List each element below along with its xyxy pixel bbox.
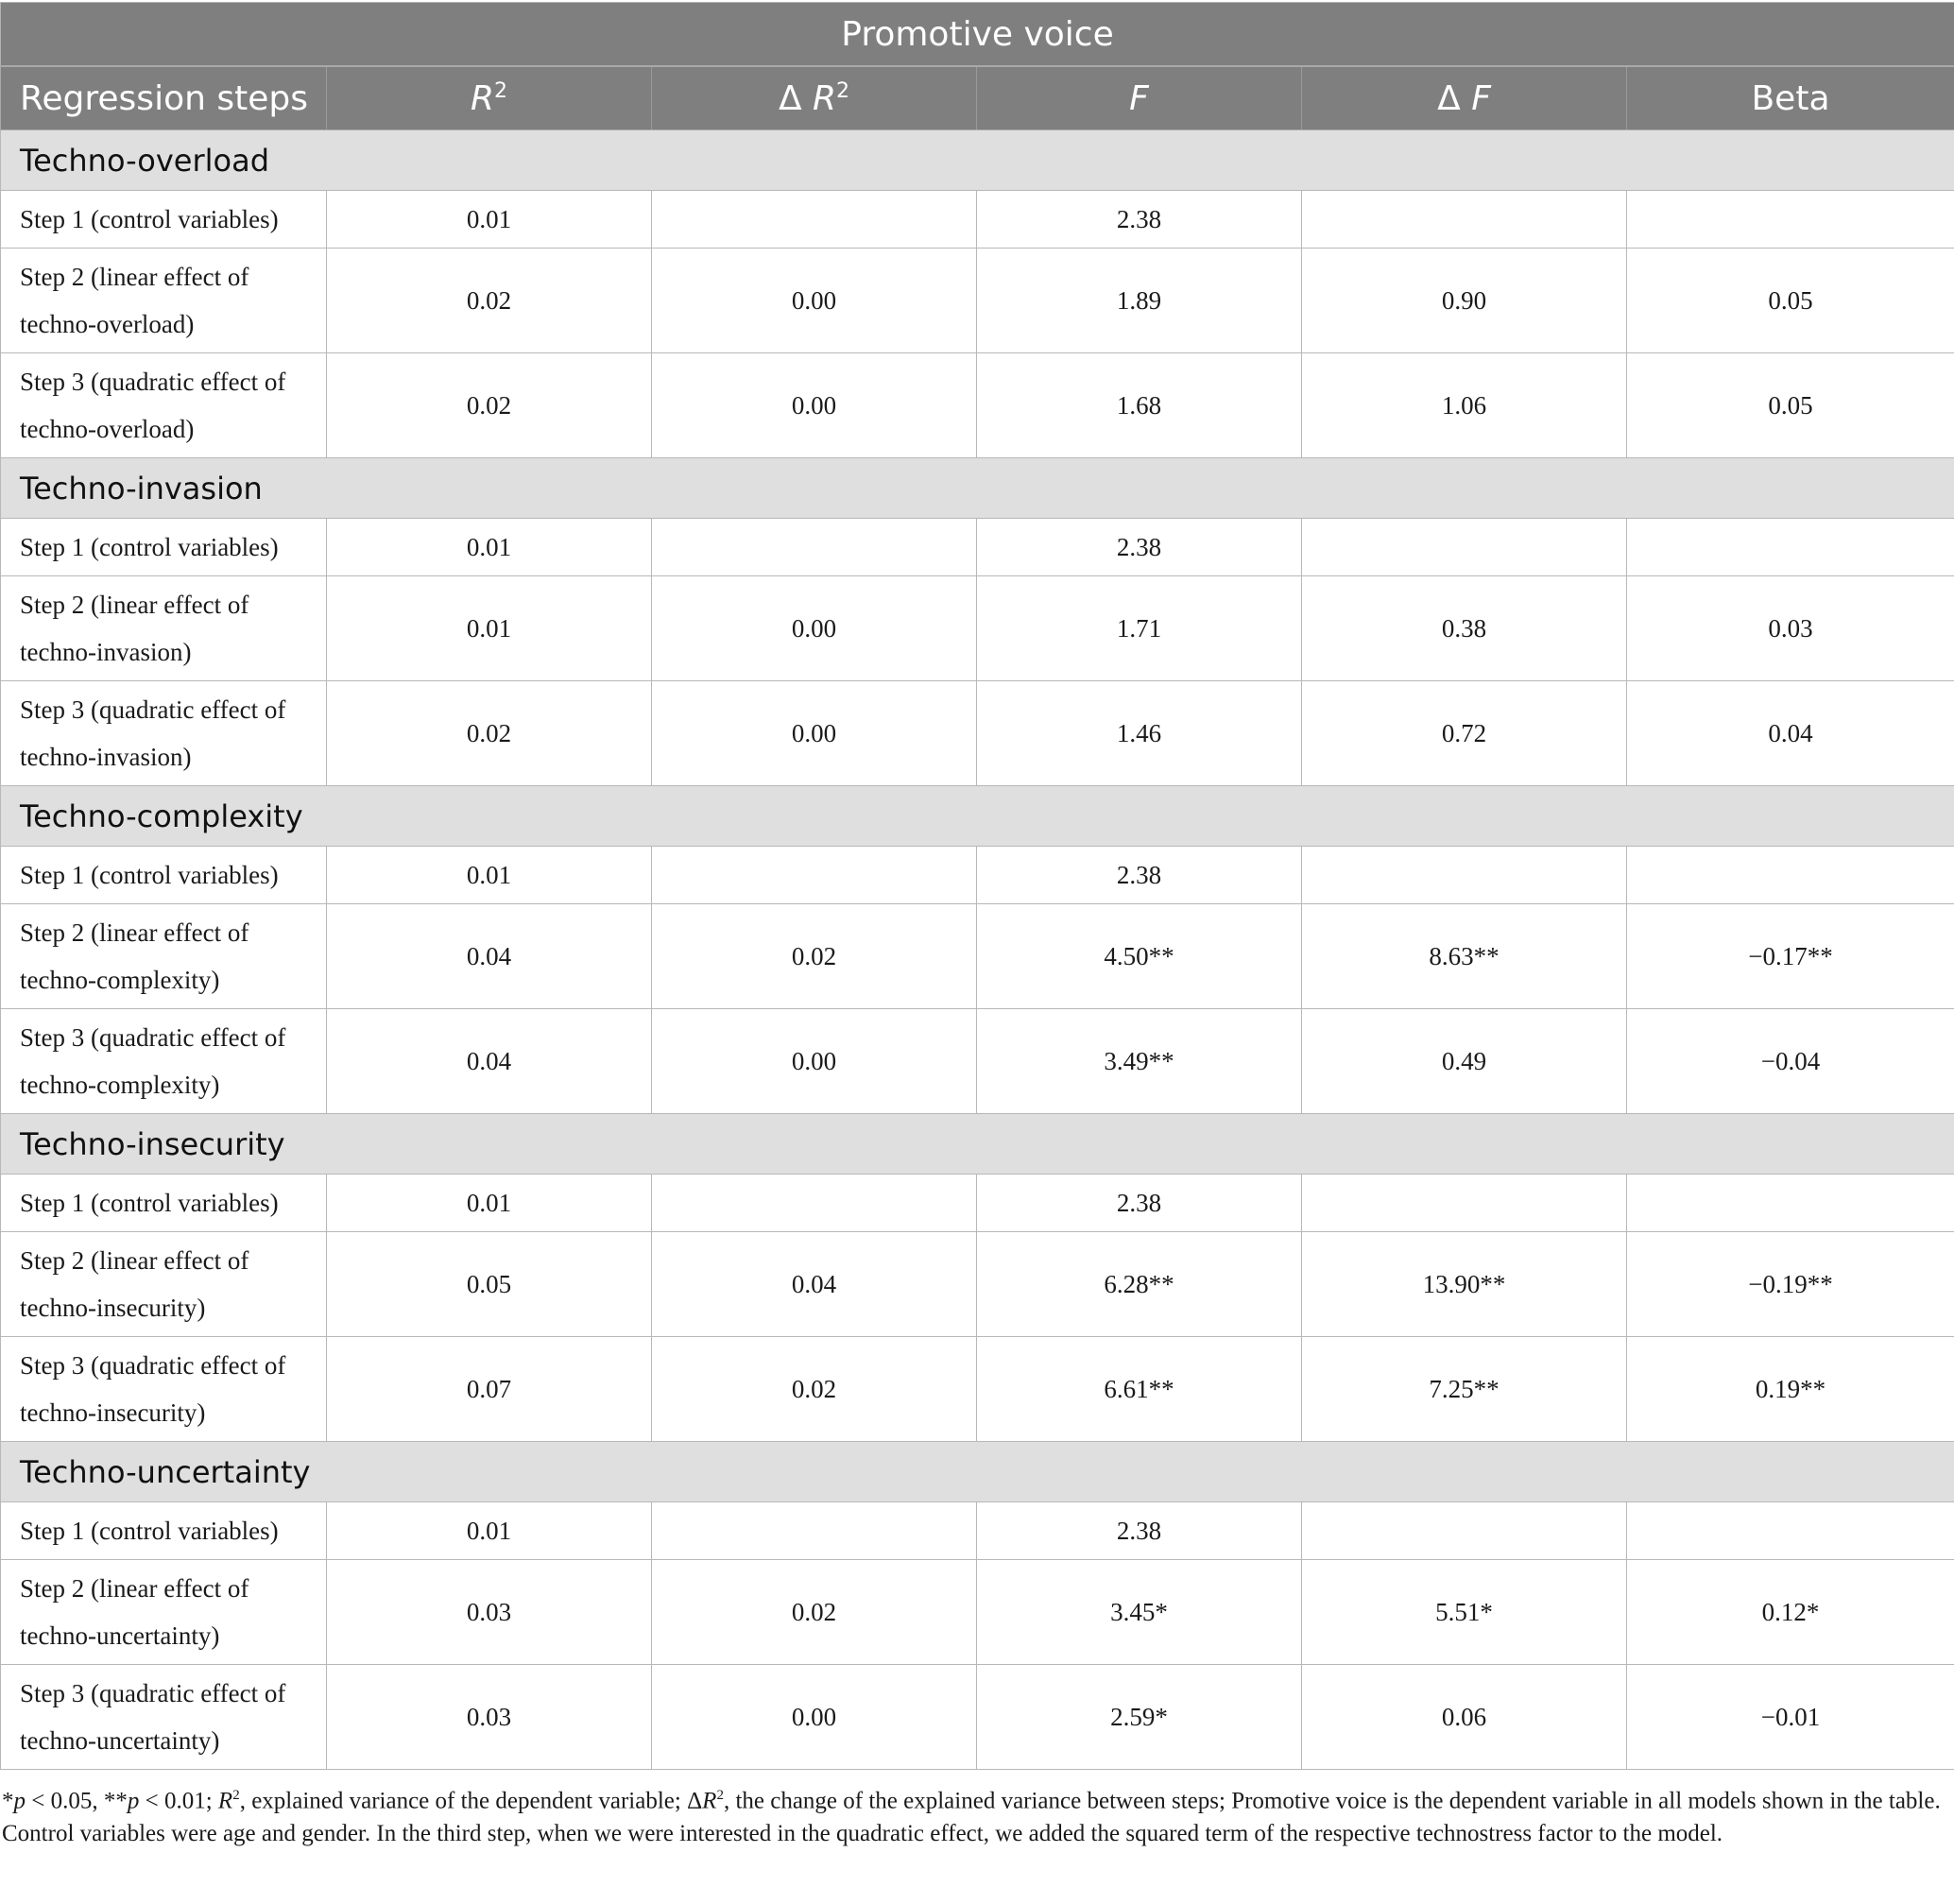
step-label: Step 2 (linear effect of techno-insecurity) xyxy=(1,1232,327,1337)
step-label: Step 3 (quadratic effect of techno-complexity) xyxy=(1,1009,327,1114)
cell-r2: 0.04 xyxy=(327,904,652,1009)
cell-dr2: 0.04 xyxy=(652,1232,977,1337)
group-title: Techno-invasion xyxy=(1,458,1954,519)
cell-r2: 0.05 xyxy=(327,1232,652,1337)
header-delta-f-delta: Δ xyxy=(1437,78,1461,118)
header-r2-exponent: 2 xyxy=(494,78,507,103)
cell-f: 2.59* xyxy=(977,1665,1302,1770)
cell-beta: −0.01 xyxy=(1627,1665,1954,1770)
cell-r2: 0.01 xyxy=(327,1175,652,1232)
cell-df: 7.25** xyxy=(1302,1337,1627,1442)
cell-beta xyxy=(1627,1175,1954,1232)
band-header-row xyxy=(1,3,1954,67)
group-title: Techno-uncertainty xyxy=(1,1442,1954,1502)
cell-r2: 0.03 xyxy=(327,1665,652,1770)
group-title: Techno-complexity xyxy=(1,786,1954,847)
footnote-p1-rest: < 0.05, ** xyxy=(26,1788,128,1814)
cell-df: 0.06 xyxy=(1302,1665,1627,1770)
cell-f: 1.68 xyxy=(977,353,1302,458)
cell-dr2: 0.00 xyxy=(652,681,977,786)
cell-dr2: 0.00 xyxy=(652,249,977,353)
cell-df: 8.63** xyxy=(1302,904,1627,1009)
cell-dr2: 0.00 xyxy=(652,353,977,458)
table-row xyxy=(1,1665,1954,1770)
cell-beta: 0.04 xyxy=(1627,681,1954,786)
cell-f: 1.89 xyxy=(977,249,1302,353)
footnote-p2-rest: < 0.01; xyxy=(139,1788,218,1814)
table-row xyxy=(1,1009,1954,1114)
step-label: Step 1 (control variables) xyxy=(1,1175,327,1232)
cell-f: 4.50** xyxy=(977,904,1302,1009)
header-r2-symbol: R xyxy=(470,78,494,118)
cell-r2: 0.02 xyxy=(327,681,652,786)
cell-df: 13.90** xyxy=(1302,1232,1627,1337)
header-regression-steps: Regression steps xyxy=(1,66,327,130)
footnote-r2-exponent: 2 xyxy=(232,1788,240,1803)
table-row xyxy=(1,353,1954,458)
regression-table xyxy=(0,2,1954,1770)
step-label: Step 1 (control variables) xyxy=(1,1502,327,1560)
cell-dr2 xyxy=(652,1175,977,1232)
column-header-row xyxy=(1,66,1954,130)
cell-dr2: 0.02 xyxy=(652,904,977,1009)
cell-beta xyxy=(1627,191,1954,249)
cell-f: 1.46 xyxy=(977,681,1302,786)
cell-dr2: 0.02 xyxy=(652,1337,977,1442)
cell-beta: 0.12* xyxy=(1627,1560,1954,1665)
header-delta-f-symbol: F xyxy=(1471,78,1491,118)
cell-beta xyxy=(1627,519,1954,576)
table-footnote xyxy=(0,1770,1950,1850)
cell-r2: 0.01 xyxy=(327,191,652,249)
cell-beta: −0.19** xyxy=(1627,1232,1954,1337)
cell-beta: −0.04 xyxy=(1627,1009,1954,1114)
group-row xyxy=(1,786,1954,847)
cell-dr2 xyxy=(652,191,977,249)
cell-f: 2.38 xyxy=(977,1175,1302,1232)
cell-df xyxy=(1302,1175,1627,1232)
cell-f: 2.38 xyxy=(977,519,1302,576)
footnote-delta-r2-exponent: 2 xyxy=(716,1788,724,1803)
step-label: Step 3 (quadratic effect of techno-invasion) xyxy=(1,681,327,786)
group-title: Techno-insecurity xyxy=(1,1114,1954,1175)
table-row xyxy=(1,519,1954,576)
cell-df: 0.38 xyxy=(1302,576,1627,681)
table-row xyxy=(1,904,1954,1009)
step-label: Step 1 (control variables) xyxy=(1,519,327,576)
footnote-p1-symbol: p xyxy=(13,1788,26,1814)
header-delta-r2-exponent: 2 xyxy=(836,78,850,103)
step-label: Step 3 (quadratic effect of techno-overload) xyxy=(1,353,327,458)
step-label: Step 2 (linear effect of techno-overload) xyxy=(1,249,327,353)
header-f xyxy=(977,66,1302,130)
cell-dr2: 0.00 xyxy=(652,1009,977,1114)
footnote-r2-symbol: R xyxy=(217,1788,233,1814)
cell-beta: 0.05 xyxy=(1627,249,1954,353)
header-f-symbol: F xyxy=(1129,78,1149,118)
cell-beta xyxy=(1627,847,1954,904)
footnote-delta-r2-symbol: R xyxy=(702,1788,717,1814)
header-delta-r2 xyxy=(652,66,977,130)
cell-f: 6.61** xyxy=(977,1337,1302,1442)
cell-df: 1.06 xyxy=(1302,353,1627,458)
table-body xyxy=(1,130,1954,1770)
group-title: Techno-overload xyxy=(1,130,1954,191)
cell-beta: −0.17** xyxy=(1627,904,1954,1009)
group-row xyxy=(1,1442,1954,1502)
cell-f: 3.45* xyxy=(977,1560,1302,1665)
cell-dr2: 0.02 xyxy=(652,1560,977,1665)
cell-df: 5.51* xyxy=(1302,1560,1627,1665)
cell-f: 2.38 xyxy=(977,847,1302,904)
step-label: Step 2 (linear effect of techno-uncertainty) xyxy=(1,1560,327,1665)
footnote-p1-mark: * xyxy=(2,1788,14,1814)
cell-beta: 0.05 xyxy=(1627,353,1954,458)
footnote-p2-symbol: p xyxy=(127,1788,140,1814)
header-r2 xyxy=(327,66,652,130)
cell-f: 2.38 xyxy=(977,1502,1302,1560)
cell-dr2 xyxy=(652,519,977,576)
regression-table-container xyxy=(0,2,1954,1850)
footnote-r2-text: , explained variance of the dependent variable; Δ xyxy=(239,1788,703,1814)
group-row xyxy=(1,1114,1954,1175)
cell-df: 0.90 xyxy=(1302,249,1627,353)
cell-dr2: 0.00 xyxy=(652,576,977,681)
cell-r2: 0.03 xyxy=(327,1560,652,1665)
band-title: Promotive voice xyxy=(1,3,1954,67)
cell-r2: 0.01 xyxy=(327,1502,652,1560)
table-row xyxy=(1,1560,1954,1665)
step-label: Step 3 (quadratic effect of techno-uncertainty) xyxy=(1,1665,327,1770)
step-label: Step 2 (linear effect of techno-invasion) xyxy=(1,576,327,681)
cell-f: 1.71 xyxy=(977,576,1302,681)
cell-dr2 xyxy=(652,1502,977,1560)
cell-df: 0.49 xyxy=(1302,1009,1627,1114)
cell-dr2 xyxy=(652,847,977,904)
cell-r2: 0.01 xyxy=(327,576,652,681)
cell-df xyxy=(1302,519,1627,576)
cell-beta: 0.19** xyxy=(1627,1337,1954,1442)
table-row xyxy=(1,191,1954,249)
cell-r2: 0.02 xyxy=(327,249,652,353)
table-row xyxy=(1,847,1954,904)
group-row xyxy=(1,130,1954,191)
table-row xyxy=(1,1232,1954,1337)
step-label: Step 1 (control variables) xyxy=(1,191,327,249)
footnote-rest: , the change of the explained variance between steps; Promotive voice is the dependent variable in all models shown in the table. Control variables were age and gender. In the third step, when we were interested in the quadratic effect, we added the squared term of the respective technostress factor to the model. xyxy=(2,1788,1941,1847)
cell-beta: 0.03 xyxy=(1627,576,1954,681)
table-row xyxy=(1,1175,1954,1232)
step-label: Step 1 (control variables) xyxy=(1,847,327,904)
header-beta: Beta xyxy=(1627,66,1954,130)
cell-df xyxy=(1302,191,1627,249)
cell-r2: 0.01 xyxy=(327,847,652,904)
cell-r2: 0.02 xyxy=(327,353,652,458)
table-row xyxy=(1,1502,1954,1560)
cell-f: 2.38 xyxy=(977,191,1302,249)
cell-f: 3.49** xyxy=(977,1009,1302,1114)
cell-beta xyxy=(1627,1502,1954,1560)
header-delta-f xyxy=(1302,66,1627,130)
cell-r2: 0.04 xyxy=(327,1009,652,1114)
cell-r2: 0.01 xyxy=(327,519,652,576)
table-row xyxy=(1,576,1954,681)
cell-df xyxy=(1302,847,1627,904)
table-row xyxy=(1,681,1954,786)
step-label: Step 3 (quadratic effect of techno-insecurity) xyxy=(1,1337,327,1442)
cell-df xyxy=(1302,1502,1627,1560)
cell-df: 0.72 xyxy=(1302,681,1627,786)
step-label: Step 2 (linear effect of techno-complexity) xyxy=(1,904,327,1009)
table-row xyxy=(1,249,1954,353)
group-row xyxy=(1,458,1954,519)
header-delta-r2-delta: Δ xyxy=(778,78,802,118)
cell-r2: 0.07 xyxy=(327,1337,652,1442)
table-row xyxy=(1,1337,1954,1442)
header-delta-r2-symbol: R xyxy=(813,78,837,118)
cell-dr2: 0.00 xyxy=(652,1665,977,1770)
cell-f: 6.28** xyxy=(977,1232,1302,1337)
